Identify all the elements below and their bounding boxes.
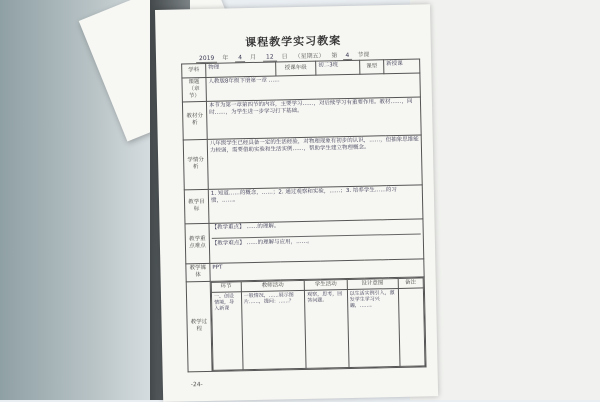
subject-value: 物理 [206,62,276,77]
process-row [186,277,426,372]
keypoints-value [209,219,424,263]
student-activity: 观察，思考，回答问题。 [305,289,349,368]
materials-row [182,97,421,140]
date-year: 2019 [196,55,217,63]
media-value: PPT [210,259,424,281]
difficult-point: 【教学难点】 ……的理解与应用，……。 [212,233,421,247]
process-header-teacher: 教师活动 [241,280,305,291]
key-point: 【教学重点】 ……的理解。 [211,223,280,231]
design-intent: 以生活实例引入，激发学生学习兴趣，……。 [347,288,399,367]
type-value: 新授课 [384,59,420,74]
teacher-activity: 一般情况，……展示图片……，提问：……？ [241,290,306,369]
students-label: 学情分析 [183,139,208,189]
period-number: 4 [342,52,352,60]
date-month: 4 [235,54,245,62]
materials-label: 教材分析 [182,101,207,139]
page-number: -24- [190,381,203,389]
subject-label: 学科 [182,63,206,77]
goals-row [184,185,423,224]
grade-value: 初二3班 [316,60,360,75]
keypoints-row [185,219,424,264]
process-body-row [211,288,425,370]
process-stage: 一、创设情境，导入新课 [211,291,242,370]
type-label: 课型 [360,60,384,74]
topic-label: 课题（章节） [182,77,206,101]
goals-label: 教学目标 [184,189,209,223]
background-right-page [410,0,600,400]
students-row [183,135,422,190]
lesson-plan-table [181,58,426,372]
students-value: 八年级学生已经具备一定的生活经验，对物理现象有初步的认识，……，但抽象思维能力较弱，需要借助实验和生活实例……，帮助学生建立物理概念。 [207,135,422,189]
date-month-label: 月 [249,53,257,62]
period-label: 节课 [357,51,370,59]
keypoints-label: 教学重点难点 [185,223,210,263]
weekday: （星期五） [294,52,325,61]
page-title: 课程教学实习教案 [245,34,342,50]
grade-label: 授课年级 [276,61,316,76]
topic-value: 人教版8年级下册第一章 …… [206,73,420,101]
process-header-stage: 环节 [211,281,241,292]
date-year-label: 年 [222,54,229,62]
date-day-label: 日 [281,53,288,61]
process-header-notes: 备注 [398,278,424,289]
lesson-plan-page [155,4,438,402]
process-table [211,277,426,370]
goals-value: 1. 知道……的概念，……；2. 通过观察和实验，……；3. 培养学生……的习惯，……。 [208,185,423,223]
materials-value: 本节为第一章第四节的内容，主要学习……，对后续学习有重要作用。教材……，同时……，为学生进一步学习打下基础。 [206,97,421,139]
media-label: 教学媒体 [186,263,210,281]
date-day: 12 [263,53,277,61]
process-cell [210,277,426,371]
process-label: 教学过程 [186,281,212,371]
week-label: 第 [331,52,338,60]
notes-cell [398,288,425,367]
process-header-design: 设计意图 [347,278,398,289]
process-header-student: 学生活动 [304,279,347,290]
